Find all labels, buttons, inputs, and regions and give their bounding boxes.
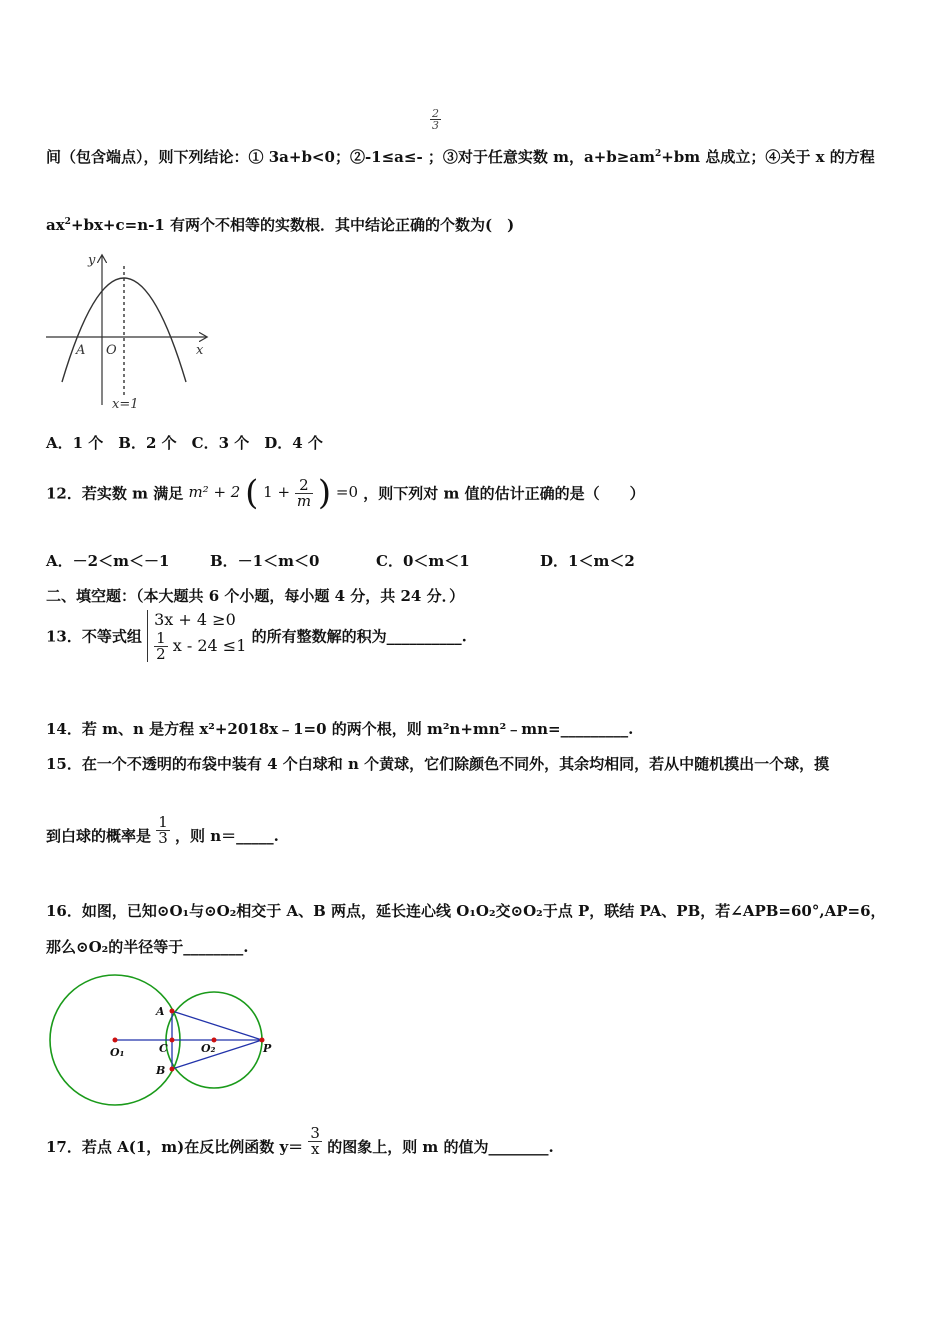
top-fraction: $\frac{2}{3}$ [432, 107, 439, 132]
q16-line2: 那么⊙O₂的半径等于________. [46, 938, 249, 956]
y-label: y [88, 253, 96, 268]
q15-line2: 到白球的概率是 $\frac{1}{3}$ ，则 n＝_____. [46, 813, 279, 847]
label-b: B [156, 1064, 166, 1077]
q16-line1: 16．如图，已知⊙O₁与⊙O₂相交于 A、B 两点，延长连心线 O₁O₂交⊙O₂于点 P，联结 PA、PB，若∠APB=60°,AP=6， [46, 902, 886, 920]
q12-equation: m² + 2 ( 1 + $\frac{2}{m}$ ) =0 [188, 473, 359, 513]
q12-option-d: D．1＜m＜2 [540, 552, 635, 570]
q12-option-a: A．－2＜m＜－1 [46, 552, 170, 570]
q14-line: 14．若 m、n 是方程 x²+2018x﹣1=0 的两个根，则 m²n+mn²﹣mn=_________. [46, 720, 634, 738]
label-o1: O₁ [110, 1046, 125, 1059]
q15-line1: 15．在一个不透明的布袋中装有 4 个白球和 n 个黄球，它们除颜色不同外，其余均相同，若从中随机摸出一个球，摸 [46, 755, 830, 773]
inequality-system: 3x + 4 ≥0 $\frac{1}{2}$ x - 24 ≤1 [147, 610, 246, 662]
label-c: C [159, 1042, 168, 1055]
q12-option-c: C．0＜m＜1 [376, 552, 470, 570]
segment-pb [172, 1040, 262, 1069]
parabola-curve [62, 278, 186, 382]
x-label: x [196, 343, 204, 358]
label-p: P [263, 1042, 272, 1055]
q13-line: 13．不等式组 3x + 4 ≥0 $\frac{1}{2}$ x - 24 ≤1 的所有整数解的积为__________. [46, 610, 467, 663]
q12-line: 12．若实数 m 满足 m² + 2 ( 1 + $\frac{2}{m}$ ) =0 ，则下列对 m 值的估计正确的是（ ） [46, 473, 645, 513]
label-a: A [156, 1005, 165, 1018]
point-a-label: A [76, 343, 86, 358]
q11-line2: $ax^2+bx+c=n-1$ 有两个不相等的实数根．其中结论正确的个数为( ) [46, 216, 515, 234]
q11-options: A．1 个 B．2 个 C．3 个 D．4 个 [46, 434, 323, 452]
q17-line: 17．若点 A(1，m)在反比例函数 y＝ $\frac{3}{x}$ 的图象上，则 m 的值为________. [46, 1124, 554, 1158]
segment-pa [172, 1011, 262, 1040]
circles-figure [48, 972, 278, 1112]
q12-option-b: B．－1＜m＜0 [210, 552, 320, 570]
axis-line-label: x=1 [112, 397, 139, 412]
dot-c [170, 1038, 175, 1043]
dot-b [170, 1067, 175, 1072]
q11-line1: 间（包含端点），则下列结论：① 3a+b<0；②-1≤a≤- ；③对于任意实数 m，$a+b\ge am^2+bm$ 总成立；④关于 x 的方程 [46, 148, 875, 166]
label-o2: O₂ [201, 1042, 216, 1055]
origin-label: O [106, 343, 117, 358]
parabola-graph [44, 250, 214, 412]
section-heading: 二、填空题：（本大题共 6 个小题，每小题 4 分，共 24 分．） [46, 587, 465, 605]
dot-a [170, 1009, 175, 1014]
dot-o1 [113, 1038, 118, 1043]
